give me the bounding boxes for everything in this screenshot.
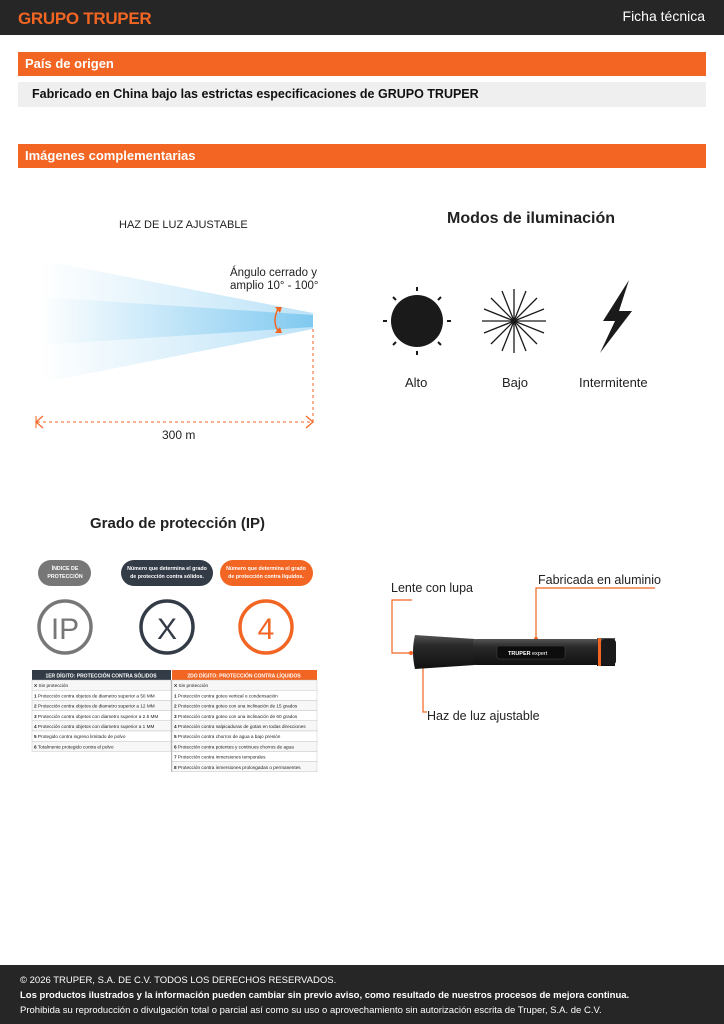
ip-bubble-liquids bbox=[220, 560, 313, 586]
flashlight-endcap bbox=[601, 639, 616, 665]
modes-illustration bbox=[375, 200, 675, 400]
aluminum-label: Fabricada en aluminio bbox=[538, 573, 661, 587]
flashlight-illustration bbox=[385, 565, 675, 735]
ip-circle-text: IP bbox=[50, 613, 80, 646]
solids-row-text: 6 Totalmente protegido contra el polvo bbox=[34, 744, 114, 750]
beam-illustration bbox=[20, 205, 350, 455]
lens-label: Lente con lupa bbox=[391, 581, 474, 595]
liquids-row-text: 7 Protección contra inmersiones temporales bbox=[174, 754, 266, 760]
origin-text: Fabricado en China bajo las estrictas especificaciones de GRUPO TRUPER bbox=[18, 82, 706, 107]
x-circle-text: X bbox=[156, 613, 178, 646]
liquids-header-text: 2DO DÍGITO: PROTECCIÓN CONTRA LÍQUIDOS bbox=[187, 673, 301, 680]
section-images-title: Imágenes complementarias bbox=[18, 144, 706, 168]
grupo-truper-logo: GRUPO TRUPER bbox=[18, 9, 152, 28]
footer-prohibition: Prohibida su reproducción o divulgación total o parcial así como su uso o aprovechamiento sin autorización escrita de Truper, S.A. de C.V. bbox=[20, 1005, 602, 1016]
aluminum-callout-line bbox=[536, 588, 655, 639]
liquids-row-text: X Sin protección bbox=[174, 683, 209, 689]
four-circle-text: 4 bbox=[257, 613, 275, 646]
sun-icon bbox=[383, 287, 451, 355]
ip-bubble-solids-line2: de protección contra sólidos. bbox=[130, 574, 204, 580]
angle-label-2: amplio 10° - 100° bbox=[230, 280, 319, 292]
solids-table-rows bbox=[32, 680, 171, 751]
footer-copyright: © 2026 TRUPER, S.A. DE C.V. TODOS LOS DERECHOS RESERVADOS. bbox=[20, 975, 337, 986]
solids-row-text: 2 Protección contra objetos de diametro superior a 12 MM bbox=[34, 703, 155, 709]
ip-bubble-index-line2: PROTECCIÓN bbox=[47, 574, 83, 580]
liquids-row-text: 2 Protección contra goteo con una inclinación de 15 grados bbox=[174, 703, 298, 709]
solids-row-text: 1 Protección contra objetos de diametro superior a 50 MM bbox=[34, 693, 155, 699]
beam-callout-line bbox=[423, 661, 427, 712]
mode-high-label: Alto bbox=[405, 375, 428, 390]
mode-strobe-label: Intermitente bbox=[579, 375, 648, 390]
ip-bubble-solids-line1: Número que determina el grado bbox=[127, 566, 207, 572]
distance-label: 300 m bbox=[162, 428, 196, 442]
beam-title: HAZ DE LUZ AJUSTABLE bbox=[119, 219, 248, 231]
ip-bubble-liquids-line1: Número que determina el grado bbox=[226, 566, 306, 572]
footer-notice: Los productos ilustrados y la información pueden cambiar sin previo aviso, como resultado de nuestros procesos de mejora continua. bbox=[20, 990, 630, 1001]
doc-type-label: Ficha técnica bbox=[622, 8, 705, 24]
liquids-row-text: 1 Protección contra goteo vertical o condensación bbox=[174, 693, 278, 699]
solids-row-text: X Sin protección bbox=[34, 683, 69, 689]
liquids-row-text: 4 Protección contra salpicaduras de gotas en todas direcciones bbox=[174, 724, 306, 729]
flashlight-orange-ring bbox=[598, 638, 601, 666]
solids-header-text: 1ER DÍGITO: PROTECCIÓN CONTRA SÓLIDOS bbox=[45, 673, 157, 680]
flashlight-sub: expert bbox=[532, 651, 548, 657]
liquids-table-rows bbox=[172, 680, 317, 772]
flashlight-brand: TRUPER bbox=[508, 651, 531, 657]
lens-callout-line bbox=[392, 600, 412, 653]
solids-row-text: 3 Protección contra objetos con diametro superior a 2.5 MM bbox=[34, 713, 159, 719]
starburst-icon bbox=[482, 289, 546, 353]
beam-label: Haz de luz ajustable bbox=[427, 709, 540, 723]
top-bar bbox=[0, 0, 724, 35]
flashlight-head bbox=[413, 635, 475, 669]
section-origin-title: País de origen bbox=[18, 52, 706, 76]
footer bbox=[0, 965, 724, 1024]
ip-rating-illustration bbox=[25, 510, 325, 780]
liquids-row-text: 8 Protección contra inmersiones prolongadas o permanentes bbox=[174, 764, 301, 770]
liquids-row-text: 3 Protección contra goteo con una inclinación de 60 grados bbox=[174, 713, 298, 719]
lens-callout-dot bbox=[409, 651, 413, 655]
mode-low-label: Bajo bbox=[502, 375, 529, 390]
ip-bubble-liquids-line2: de protección contra líquidos. bbox=[228, 574, 304, 580]
liquids-row-text: 5 Protección contra chorros de agua a bajo presión bbox=[174, 734, 281, 740]
ip-title: Grado de protección (IP) bbox=[90, 515, 266, 532]
ip-bubble-solids bbox=[121, 560, 213, 586]
liquids-row-text: 6 Protección contra potentes y continuos chorros de agua bbox=[174, 744, 294, 750]
ip-bubble-index bbox=[38, 560, 91, 586]
lightning-icon bbox=[600, 280, 632, 353]
modes-title: Modos de iluminación bbox=[447, 210, 616, 227]
angle-label-1: Ángulo cerrado y bbox=[230, 267, 317, 279]
solids-row-text: 4 Protección contra objetos con diametro superior a 1 MM bbox=[34, 724, 155, 729]
ip-bubble-index-line1: ÍNDICE DE bbox=[51, 566, 79, 572]
solids-row-text: 5 Protegido contra ingreso limitado de polvo bbox=[34, 734, 126, 740]
